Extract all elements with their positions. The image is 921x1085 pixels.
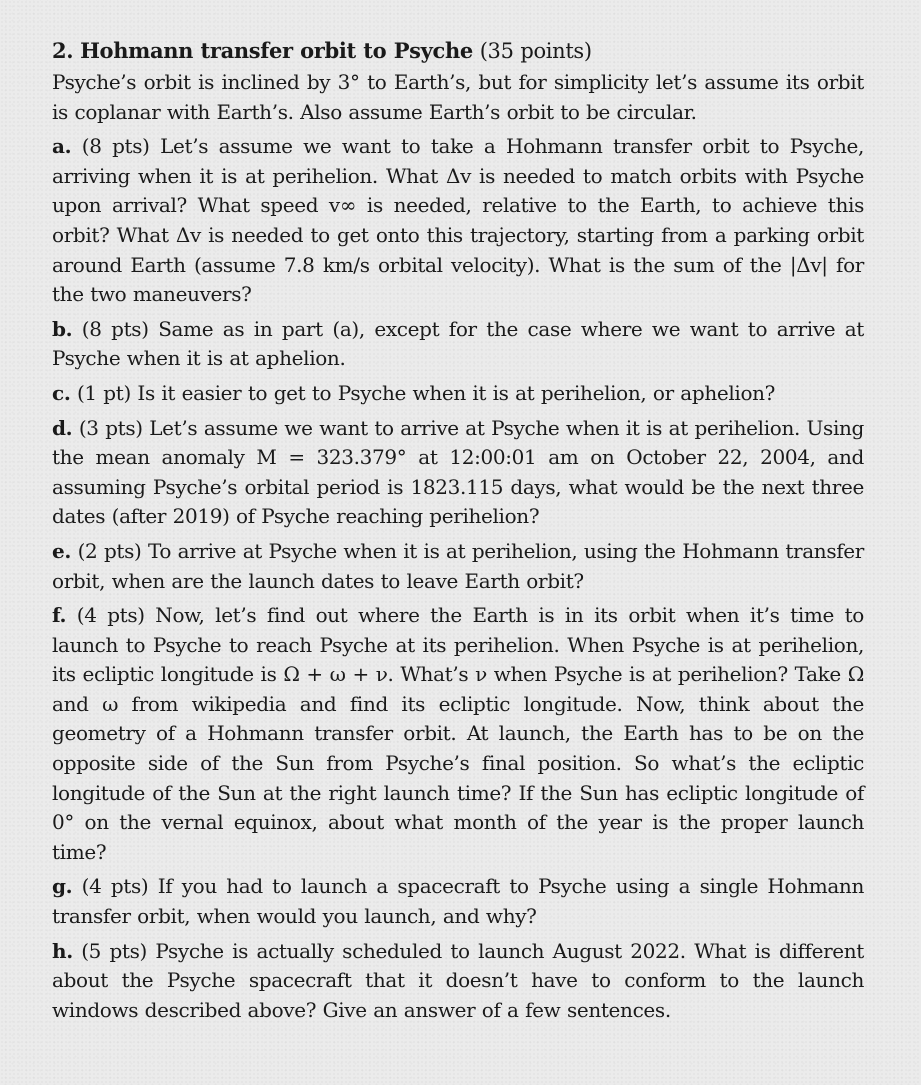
problem-title: Hohmann transfer orbit to Psyche — [80, 38, 473, 63]
part-a-label: a. — [52, 134, 72, 159]
part-h — [52, 937, 864, 1026]
part-h-label: h. — [52, 938, 73, 963]
part-a — [52, 132, 864, 310]
part-a-text: (8 pts) Let’s assume we want to take a Hohmann transfer orbit to Psyche, arriving when it is at perihelion. What Δv is needed to match orbits with Psyche upon arrival? What speed v∞ is needed, relative to the Earth, to achieve this orbit? What Δv is needed to get onto this trajectory, starting from a parking orbit around Earth (assume 7.8 km/s orbital velocity). What is the sum of the |Δv| for the two maneuvers? — [52, 134, 864, 307]
part-f — [52, 601, 864, 867]
part-g-label: g. — [52, 874, 73, 899]
part-f-text: (4 pts) Now, let’s find out where the Earth is in its orbit when it’s time to launch to Psyche to reach Psyche at its perihelion. When Psyche is at perihelion, its ecliptic longitude is Ω + ω + ν. What’s ν when Psyche is at perihelion? Take Ω and ω from wikipedia and find its ecliptic longitude. Now, think about the geometry of a Hohmann transfer orbit. At launch, the Earth has to be on the opposite side of the Sun from Psyche’s final position. So what’s the ecliptic longitude of the Sun at the right launch time? If the Sun has ecliptic longitude of 0° on the vernal equinox, about what month of the year is the proper launch time? — [52, 603, 864, 864]
problem-points: (35 points) — [479, 39, 592, 63]
part-f-label: f. — [52, 603, 67, 628]
part-d — [52, 414, 864, 532]
problem-number: 2. — [52, 38, 74, 63]
part-h-text: (5 pts) Psyche is actually scheduled to launch August 2022. What is different about the Psyche spacecraft that it doesn’t have to conform to the launch windows described above? Give an answer of a few sentences. — [52, 938, 864, 1022]
part-g-text: (4 pts) If you had to launch a spacecraft to Psyche using a single Hohmann transfer orbit, when would you launch, and why? — [52, 874, 864, 929]
part-d-label: d. — [52, 415, 73, 440]
part-e — [52, 537, 864, 596]
problem-intro: Psyche’s orbit is inclined by 3° to Earth’s, but for simplicity let’s assume its orbit is coplanar with Earth’s. Also assume Earth’s orbit to be circular. — [52, 70, 864, 124]
part-c-text: (1 pt) Is it easier to get to Psyche when it is at perihelion, or aphelion? — [76, 380, 776, 405]
part-e-label: e. — [52, 538, 71, 563]
part-b-label: b. — [52, 316, 73, 341]
part-b — [52, 315, 864, 374]
problem-sheet — [52, 36, 864, 1025]
part-b-text: (8 pts) Same as in part (a), except for the case where we want to arrive at Psyche when it is at aphelion. — [52, 316, 864, 371]
part-c — [52, 379, 864, 409]
part-d-text: (3 pts) Let’s assume we want to arrive at Psyche when it is at perihelion. Using the mean anomaly M = 323.379° at 12:00:01 am on October 22, 2004, and assuming Psyche’s orbital period is 1823.115 days, what would be the next three dates (after 2019) of Psyche reaching perihelion? — [52, 415, 864, 529]
part-g — [52, 872, 864, 931]
part-c-label: c. — [52, 380, 71, 405]
problem-heading — [52, 36, 864, 66]
part-e-text: (2 pts) To arrive at Psyche when it is at perihelion, using the Hohmann transfer orbit, when are the launch dates to leave Earth orbit? — [52, 538, 864, 593]
